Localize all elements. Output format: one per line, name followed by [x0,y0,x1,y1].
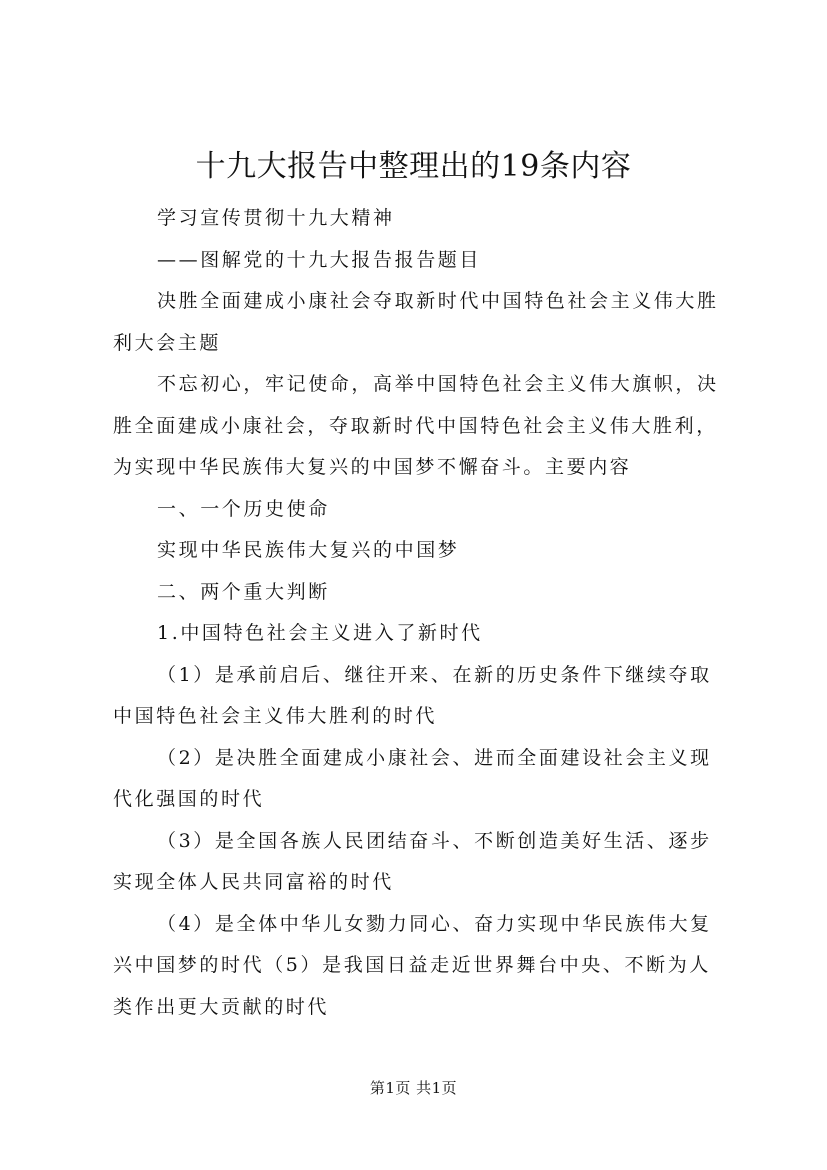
paragraph: 决胜全面建成小康社会夺取新时代中国特色社会主义伟大胜利大会主题 [113,290,719,354]
paragraph: 一、一个历史使命 [157,497,330,520]
paragraph: 学习宣传贯彻十九大精神 [157,207,395,229]
paragraph: 1.中国特色社会主义进入了新时代 [157,622,483,644]
paragraph: （2）是决胜全面建成小康社会、进而全面建设社会主义现代化强国的时代 [113,746,712,810]
paragraph: （3）是全国各族人民团结奋斗、不断创造美好生活、逐步实现全体人民共同富裕的时代 [113,829,712,893]
page-footer: 第1页 共1页 [369,1079,458,1097]
paragraph: （1）是承前启后、继往开来、在新的历史条件下继续夺取中国特色社会主义伟大胜利的时代 [113,663,712,727]
document-body [113,198,725,1028]
paragraph: ——图解党的十九大报告报告题目 [157,248,482,271]
paragraph: 不忘初心，牢记使命，高举中国特色社会主义伟大旗帜，决胜全面建成小康社会，夺取新时代中国特色社会主义伟大胜利，为实现中华民族伟大复兴的中国梦不懈奋斗。主要内容 [113,373,719,478]
document-title: 十九大报告中整理出的19条内容 [195,149,632,184]
paragraph: 二、两个重大判断 [157,580,330,603]
paragraph: 实现中华民族伟大复兴的中国梦 [157,539,460,561]
paragraph: （4）是全体中华儿女勠力同心、奋力实现中华民族伟大复兴中国梦的时代（5）是我国日益走近世界舞台中央、不断为人类作出更大贡献的时代 [113,912,712,1018]
